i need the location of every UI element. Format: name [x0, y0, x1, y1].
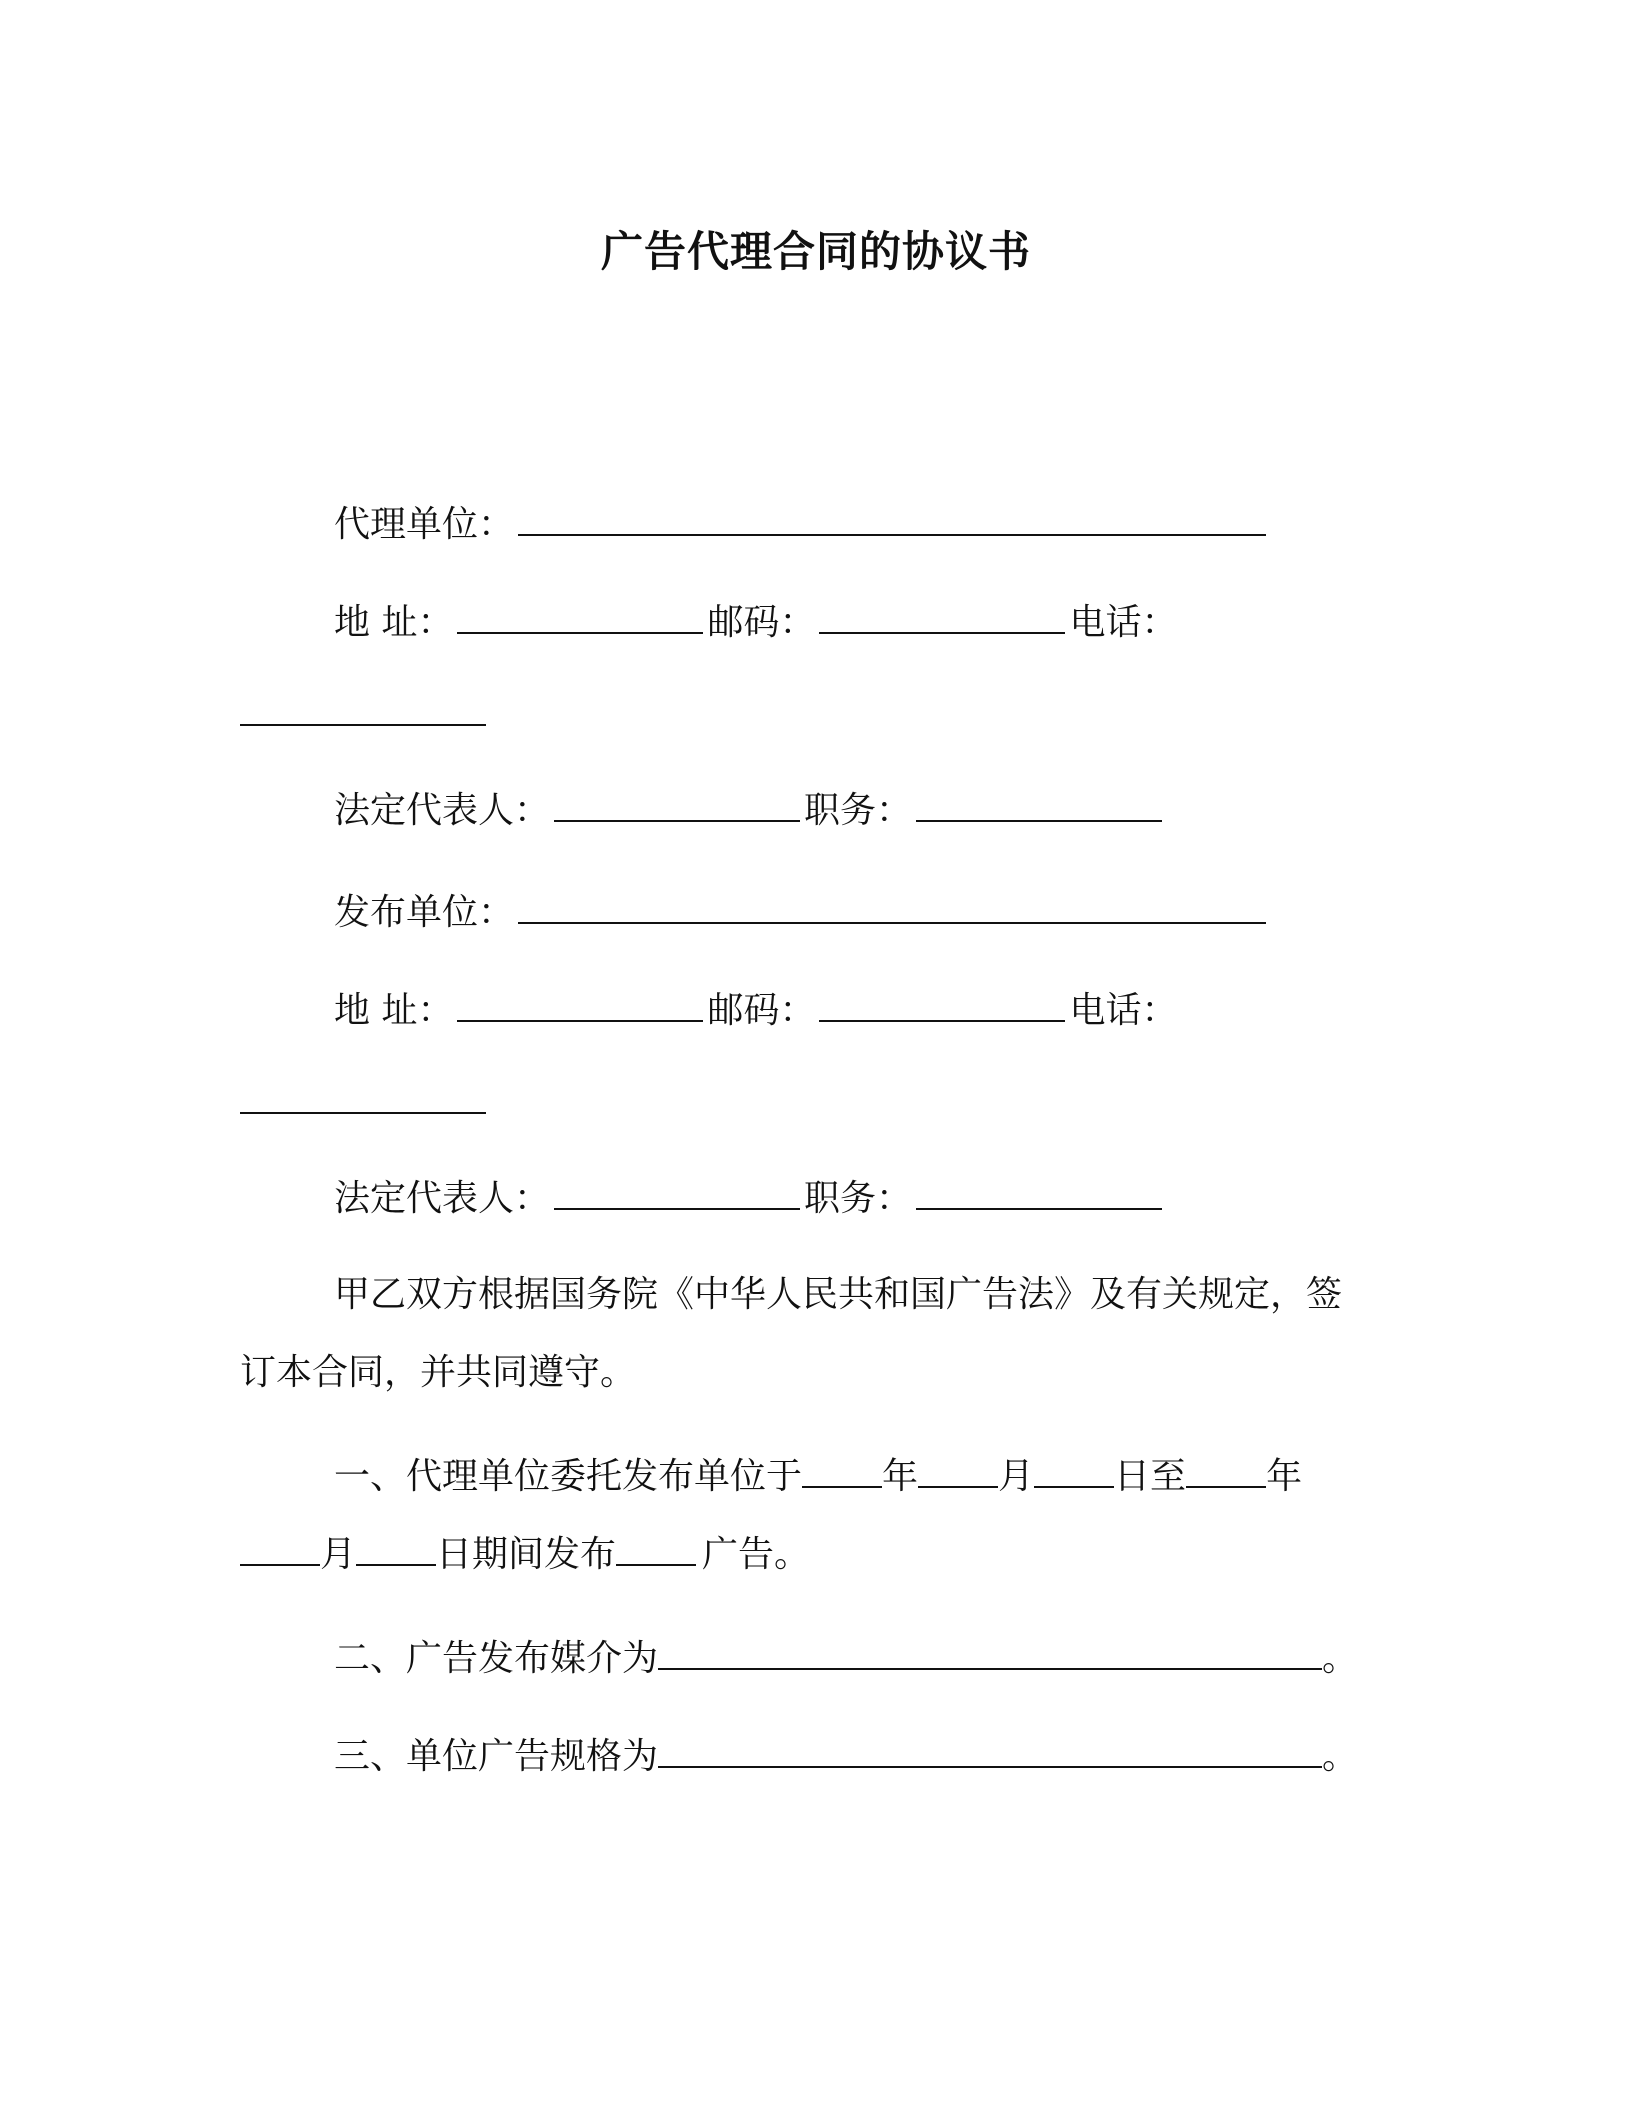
- agent-postcode-label: 邮码：: [707, 602, 816, 643]
- agent-phone-blank[interactable]: [240, 690, 486, 726]
- clause-1-start-month-blank[interactable]: [918, 1452, 998, 1488]
- agent-unit-line: [334, 500, 1270, 550]
- agent-phone-label: 电话：: [1069, 602, 1178, 643]
- publisher-postcode-blank[interactable]: [819, 986, 1065, 1022]
- publisher-phone-label: 电话：: [1069, 990, 1178, 1031]
- agent-position-label: 职务：: [804, 790, 913, 831]
- agent-unit-blank[interactable]: [518, 500, 1266, 536]
- publisher-rep-label: 法定代表人：: [334, 1178, 551, 1219]
- publisher-position-label: 职务：: [804, 1178, 913, 1219]
- clause-1-start-year-blank[interactable]: [802, 1452, 882, 1488]
- preamble-line-1: 甲乙双方根据国务院《中华人民共和国广告法》及有关规定，签: [334, 1274, 1343, 1315]
- agent-rep-line: [334, 786, 1166, 836]
- clause-1-end-month-blank[interactable]: [240, 1530, 320, 1566]
- clause-2-line: [334, 1634, 1358, 1684]
- publisher-postcode-label: 邮码：: [707, 990, 816, 1031]
- publisher-phone-blank-line: [240, 1078, 490, 1128]
- publisher-address-label: 地 址：: [334, 990, 454, 1031]
- clause-3-line: [334, 1732, 1358, 1782]
- publisher-rep-line: [334, 1174, 1166, 1224]
- clause-1-month-label: 月: [998, 1456, 1035, 1497]
- agent-address-blank[interactable]: [457, 598, 703, 634]
- document-title: 广告代理合同的协议书: [600, 227, 1031, 276]
- publisher-phone-blank[interactable]: [240, 1078, 486, 1114]
- publisher-rep-blank[interactable]: [554, 1174, 800, 1210]
- clause-1-end-year-label: 年: [1266, 1456, 1303, 1497]
- clause-1-day-to-label: 日至: [1114, 1456, 1187, 1497]
- clause-3-suffix: 。: [1322, 1736, 1359, 1777]
- publisher-unit-label: 发布单位：: [334, 892, 515, 933]
- clause-1-ad-blank[interactable]: [616, 1530, 696, 1566]
- publisher-unit-line: [334, 888, 1270, 938]
- clause-1-end-year-blank[interactable]: [1186, 1452, 1266, 1488]
- clause-1-prefix: 一、代理单位委托发布单位于: [334, 1456, 803, 1497]
- publisher-contact-line: [334, 986, 1177, 1036]
- publisher-position-blank[interactable]: [916, 1174, 1162, 1210]
- clause-3-spec-blank[interactable]: [658, 1732, 1322, 1768]
- clause-2-prefix: 二、广告发布媒介为: [334, 1638, 659, 1679]
- clause-1-year-label: 年: [882, 1456, 919, 1497]
- agent-position-blank[interactable]: [916, 786, 1162, 822]
- clause-2-suffix: 。: [1322, 1638, 1359, 1679]
- clause-1-end-day-blank[interactable]: [356, 1530, 436, 1566]
- agent-rep-label: 法定代表人：: [334, 790, 551, 831]
- publisher-unit-blank[interactable]: [518, 888, 1266, 924]
- clause-1-period-label: 日期间发布: [436, 1534, 617, 1575]
- agent-contact-line: [334, 598, 1177, 648]
- clause-1-end-month-label: 月: [320, 1534, 357, 1575]
- agent-rep-blank[interactable]: [554, 786, 800, 822]
- clause-1-line-2: [240, 1530, 810, 1580]
- clause-2-media-blank[interactable]: [658, 1634, 1322, 1670]
- clause-1-start-day-blank[interactable]: [1034, 1452, 1114, 1488]
- clause-1-suffix: 广告。: [702, 1534, 811, 1575]
- clause-1-line-1: [334, 1452, 1302, 1502]
- agent-unit-label: 代理单位：: [334, 504, 515, 545]
- agent-address-label: 地 址：: [334, 602, 454, 643]
- publisher-address-blank[interactable]: [457, 986, 703, 1022]
- agent-postcode-blank[interactable]: [819, 598, 1065, 634]
- preamble-line-2: 订本合同，并共同遵守。: [240, 1352, 637, 1393]
- clause-3-prefix: 三、单位广告规格为: [334, 1736, 659, 1777]
- agent-phone-blank-line: [240, 690, 490, 740]
